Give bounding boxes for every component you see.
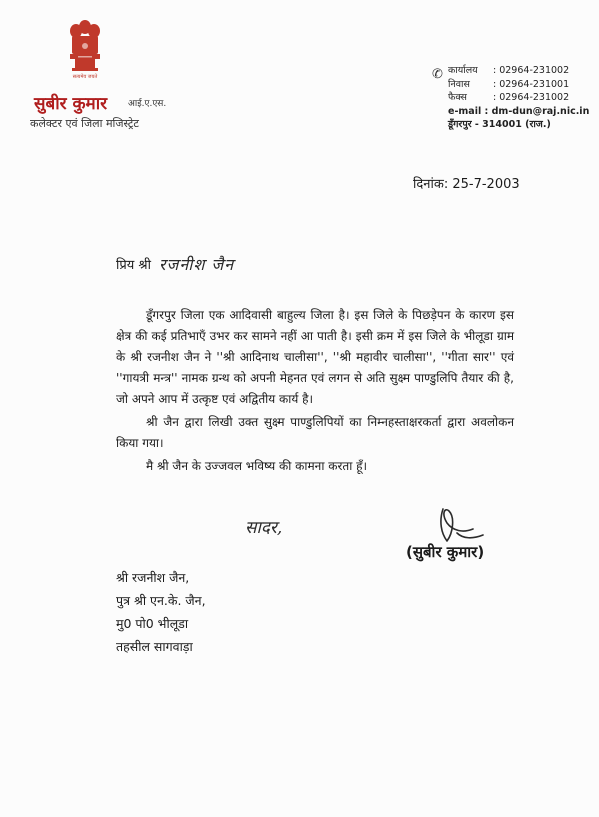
body-paragraph-1: डूँगरपुर जिला एक आदिवासी बाहुल्य जिला है। इस जिले के पिछड़ेपन के कारण इस क्षेत्र की कई प्रतिभाएँ उभर कर सामने नहीं आ पाती है। इसी क्रम में इस जिले के भीलूडा ग्राम के श्री रजनीश जैन ने ''श्री आदिनाथ चालीसा'', ''श्री महावीर चालीसा'', ''गीता सार'' एवं ''गायत्री मन्त्र'' नामक ग्रन्थ को अपनी मेहनत एवं लगन से अति सुक्ष्म पाण्डुलिपि तैयार की है, जो अपने आप में उत्कृष्ट एवं अद्वितीय कार्य है। [116, 308, 514, 406]
sender-service: आई.ए.एस. [128, 99, 167, 109]
address-line-1: श्री रजनीश जैन, [116, 570, 190, 585]
phone-icon: ✆ [432, 67, 443, 82]
office-phone: : 02964-231002 [493, 65, 570, 76]
salutation-prefix: प्रिय श्री [116, 258, 152, 273]
closing-handwritten: सादर, [245, 518, 283, 538]
recipient-name-handwritten: रजनीश जैन [159, 255, 235, 274]
fax-number: : 02964-231002 [493, 92, 570, 103]
office-phone-row [448, 64, 589, 78]
fax-row [448, 91, 589, 105]
residence-phone: : 02964-231001 [493, 78, 570, 90]
fax-label: फैक्स [448, 92, 467, 103]
residence-phone-row [448, 78, 589, 92]
email-line: e-mail : dm-dun@raj.nic.in [448, 105, 590, 117]
city-line: डूँगरपुर - 314001 (राज.) [448, 119, 551, 130]
contact-block [448, 64, 589, 132]
emblem-motto: सत्यमेव जयते [72, 74, 98, 80]
letter-body [116, 305, 514, 477]
address-line-3: मु0 पो0 भीलूडा [116, 616, 189, 631]
residence-label: निवास [448, 78, 470, 90]
sender-designation: कलेक्टर एवं जिला मजिस्ट्रेट [30, 117, 139, 130]
state-emblem-icon [66, 18, 104, 80]
salutation [116, 253, 234, 275]
address-line-2: पुत्र श्री एन.के. जैन, [116, 593, 206, 608]
signature-icon [433, 503, 487, 547]
address-line-4: तहसील सागवाड़ा [116, 639, 193, 654]
letter-date: दिनांक: 25-7-2003 [413, 177, 520, 192]
office-label: कार्यालय [448, 65, 478, 76]
sender-name: सुबीर कुमार [34, 94, 108, 114]
body-paragraph-2: श्री जैन द्वारा लिखी उक्त सुक्ष्म पाण्डुलिपियों का निम्नहस्ताक्षरकर्ता द्वारा अवलोकन किया गया। [116, 415, 514, 450]
body-paragraph-3: मै श्री जैन के उज्जवल भविष्य की कामना करता हूँ। [146, 459, 368, 473]
recipient-address [116, 566, 206, 658]
signatory-name: (सुबीर कुमार) [406, 543, 485, 561]
